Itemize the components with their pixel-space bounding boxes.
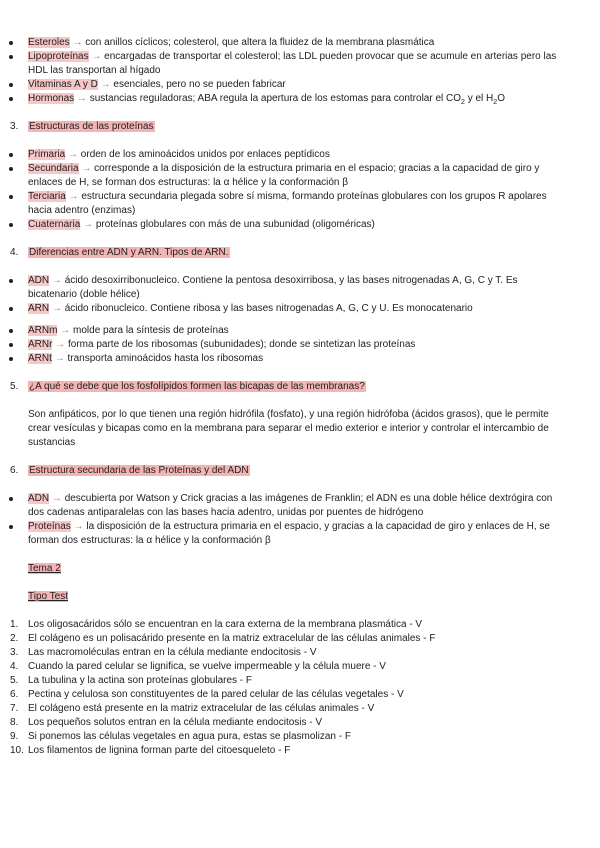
subscript: 2 <box>493 99 498 106</box>
term-esteroles: Esteroles <box>28 37 70 48</box>
item-text: la disposición de la estructura primaria en el espacio, y gracias a la capacidad de giro y enlaces de H, se forman dos estructuras: la α hélice y la conformación β <box>28 521 550 546</box>
item-text: El colágeno está presente en la matriz extracelular de las células animales - V <box>28 703 375 714</box>
rna-types-list <box>0 324 600 366</box>
list-item <box>0 92 600 106</box>
document-page <box>0 36 600 758</box>
item-text: Los oligosacáridos sólo se encuentran en la cara externa de la membrana plasmática - V <box>28 619 423 630</box>
bullet-icon <box>9 223 13 227</box>
term-adn: ADN <box>28 493 50 504</box>
term-adn: ADN <box>28 275 50 286</box>
bullet-icon <box>9 55 13 59</box>
list-item <box>0 190 600 218</box>
section-number: 6. <box>10 465 19 476</box>
item-text: descubierta por Watson y Crick gracias a las imágenes de Franklin; el ADN es una doble hélice dextrógira con dos cadenas antiparalelas con las bases hacia adentro, unidas por puentes de hidrógeno <box>28 493 553 518</box>
list-item <box>0 352 600 366</box>
bullet-icon <box>9 83 13 87</box>
item-text: y el H <box>464 93 494 104</box>
term-secundaria: Secundaria <box>28 163 79 174</box>
test-list <box>0 618 600 758</box>
bullet-icon <box>9 167 13 171</box>
list-item <box>0 338 600 352</box>
item-text: Si ponemos las células vegetales en agua pura, estas se plasmolizan - F <box>28 731 351 742</box>
tema-label: Tema 2 <box>28 563 61 574</box>
proteins-list <box>0 148 600 232</box>
section-heading-5 <box>0 380 600 394</box>
arrow-icon: → <box>81 163 92 174</box>
test-item <box>0 632 600 646</box>
arrow-icon: → <box>72 37 83 48</box>
list-item <box>0 302 600 316</box>
item-number: 8. <box>10 717 19 728</box>
item-text: molde para la síntesis de proteínas <box>73 325 229 336</box>
item-text: proteínas globulares con más de una subunidad (oligoméricas) <box>95 219 375 230</box>
list-item <box>0 36 600 50</box>
item-text: corresponde a la disposición de la estructura primaria en el espacio; gracias a la capacidad de giro y enlaces de H, se forman dos estructuras: la α hélice y la conformación β <box>28 163 540 188</box>
section-title: ¿A qué se debe que los fosfolípidos formen las bicapas de las membranas? <box>29 381 365 392</box>
arrow-icon: → <box>100 79 111 90</box>
tema-title <box>0 562 600 576</box>
term-vitaminas: Vitaminas A y D <box>28 79 98 90</box>
bullet-icon <box>9 97 13 101</box>
item-text: Cuando la pared celular se lignifica, se vuelve impermeable y la célula muere - V <box>28 661 386 672</box>
section-heading-3 <box>0 120 600 134</box>
section-heading-6 <box>0 464 600 478</box>
item-text: estructura secundaria plegada sobre sí misma, formando proteínas globulares con los grupos R apolares hacia adentro (enzimas) <box>28 191 547 216</box>
term-arnt: ARNt <box>28 353 52 364</box>
test-item <box>0 688 600 702</box>
bullet-icon <box>9 329 13 333</box>
item-text: forma parte de los ribosomas (subunidades); donde se sintetizan las proteínas <box>68 339 416 350</box>
list-item <box>0 492 600 520</box>
test-item <box>0 716 600 730</box>
item-text: Los pequeños solutos entran en la célula mediante endocitosis - V <box>28 717 323 728</box>
item-number: 1. <box>10 619 19 630</box>
list-item <box>0 324 600 338</box>
term-arn: ARN <box>28 303 50 314</box>
arrow-icon: → <box>55 339 66 350</box>
arrow-icon: → <box>68 191 79 202</box>
item-text: ácido ribonucleico. Contiene ribosa y las bases nitrogenadas A, G, C y U. Es monocatenario <box>64 303 473 314</box>
arrow-icon: → <box>73 521 84 532</box>
item-text: Los filamentos de lignina forman parte del citoesqueleto - F <box>28 745 291 756</box>
item-number: 10. <box>10 745 24 756</box>
bullet-icon <box>9 41 13 45</box>
section-title: Estructura secundaria de las Proteínas y del ADN <box>29 465 249 476</box>
list-item <box>0 50 600 78</box>
bullet-icon <box>9 153 13 157</box>
item-text: orden de los aminoácidos unidos por enlaces peptídicos <box>80 149 330 160</box>
section5-answer: Son anfipáticos, por lo que tienen una región hidrófila (fosfato), y una región hidrófoba (ácidos grasos), que le permite crear vesículas y bicapas como en la membrana para separar el medio exterior e interior y controlar el intercambio de sustancias <box>28 409 549 448</box>
tipo-test-label: Tipo Test <box>28 591 69 602</box>
item-text: O <box>497 93 505 104</box>
item-text: esenciales, pero no se pueden fabricar <box>113 79 286 90</box>
item-number: 7. <box>10 703 19 714</box>
arrow-icon: → <box>68 149 79 160</box>
term-arnr: ARNr <box>28 339 53 350</box>
bullet-icon <box>9 279 13 283</box>
section-title: Estructuras de las proteínas <box>29 121 154 132</box>
item-number: 5. <box>10 675 19 686</box>
item-text: transporta aminoácidos hasta los ribosomas <box>67 353 264 364</box>
nucleic-list <box>0 274 600 316</box>
lipids-list <box>0 36 600 106</box>
arrow-icon: → <box>76 93 87 104</box>
item-text: encargadas de transportar el colesterol; las LDL pueden provocar que se acumule en arterias pero las HDL las transportan al hígado <box>28 51 557 76</box>
item-text: Pectina y celulosa son constituyentes de la pared celular de las células vegetales - V <box>28 689 404 700</box>
section-number: 4. <box>10 247 19 258</box>
list-item <box>0 218 600 232</box>
arrow-icon: → <box>83 219 94 230</box>
test-item <box>0 744 600 758</box>
arrow-icon: → <box>51 303 62 314</box>
list-item <box>0 520 600 548</box>
term-terciaria: Terciaria <box>28 191 66 202</box>
item-text: ácido desoxirribonucleico. Contiene la pentosa desoxirribosa, y las bases nitrogenadas A, G, C y T. Es bicatenario (doble hélice) <box>28 275 518 300</box>
item-number: 9. <box>10 731 19 742</box>
term-cuaternaria: Cuaternaria <box>28 219 81 230</box>
list-item <box>0 148 600 162</box>
item-number: 4. <box>10 661 19 672</box>
section-number: 5. <box>10 381 19 392</box>
test-item <box>0 618 600 632</box>
test-item <box>0 702 600 716</box>
list-item <box>0 162 600 190</box>
tipo-test-title <box>0 590 600 604</box>
section-title: Diferencias entre ADN y ARN. Tipos de ARN. <box>29 247 229 258</box>
section-number: 3. <box>10 121 19 132</box>
item-number: 6. <box>10 689 19 700</box>
list-item <box>0 78 600 92</box>
subscript: 2 <box>461 99 465 106</box>
secondary-list <box>0 492 600 548</box>
test-item <box>0 674 600 688</box>
arrow-icon: → <box>60 325 71 336</box>
item-text: El colágeno es un polisacárido presente en la matriz extracelular de las células animales - F <box>28 633 436 644</box>
arrow-icon: → <box>51 493 62 504</box>
arrow-icon: → <box>51 275 62 286</box>
term-hormonas: Hormonas <box>28 93 75 104</box>
term-proteinas: Proteínas <box>28 521 71 532</box>
item-text: Las macromoléculas entran en la célula mediante endocitosis - V <box>28 647 317 658</box>
bullet-icon <box>9 343 13 347</box>
term-lipoproteinas: Lipoproteínas <box>28 51 89 62</box>
test-item <box>0 660 600 674</box>
item-text: sustancias reguladoras; ABA regula la apertura de los estomas para controlar el CO <box>89 93 462 104</box>
test-item <box>0 646 600 660</box>
term-arnm: ARNm <box>28 325 58 336</box>
bullet-icon <box>9 307 13 311</box>
item-number: 2. <box>10 633 19 644</box>
term-primaria: Primaria <box>28 149 66 160</box>
item-number: 3. <box>10 647 19 658</box>
list-item <box>0 274 600 302</box>
item-text: La tubulina y la actina son proteínas globulares - F <box>28 675 253 686</box>
bullet-icon <box>9 497 13 501</box>
bullet-icon <box>9 525 13 529</box>
bullet-icon <box>9 195 13 199</box>
arrow-icon: → <box>91 51 102 62</box>
arrow-icon: → <box>54 353 65 364</box>
section-heading-4 <box>0 246 600 260</box>
item-text: con anillos cíclicos; colesterol, que altera la fluidez de la membrana plasmática <box>85 37 435 48</box>
test-item <box>0 730 600 744</box>
bullet-icon <box>9 357 13 361</box>
